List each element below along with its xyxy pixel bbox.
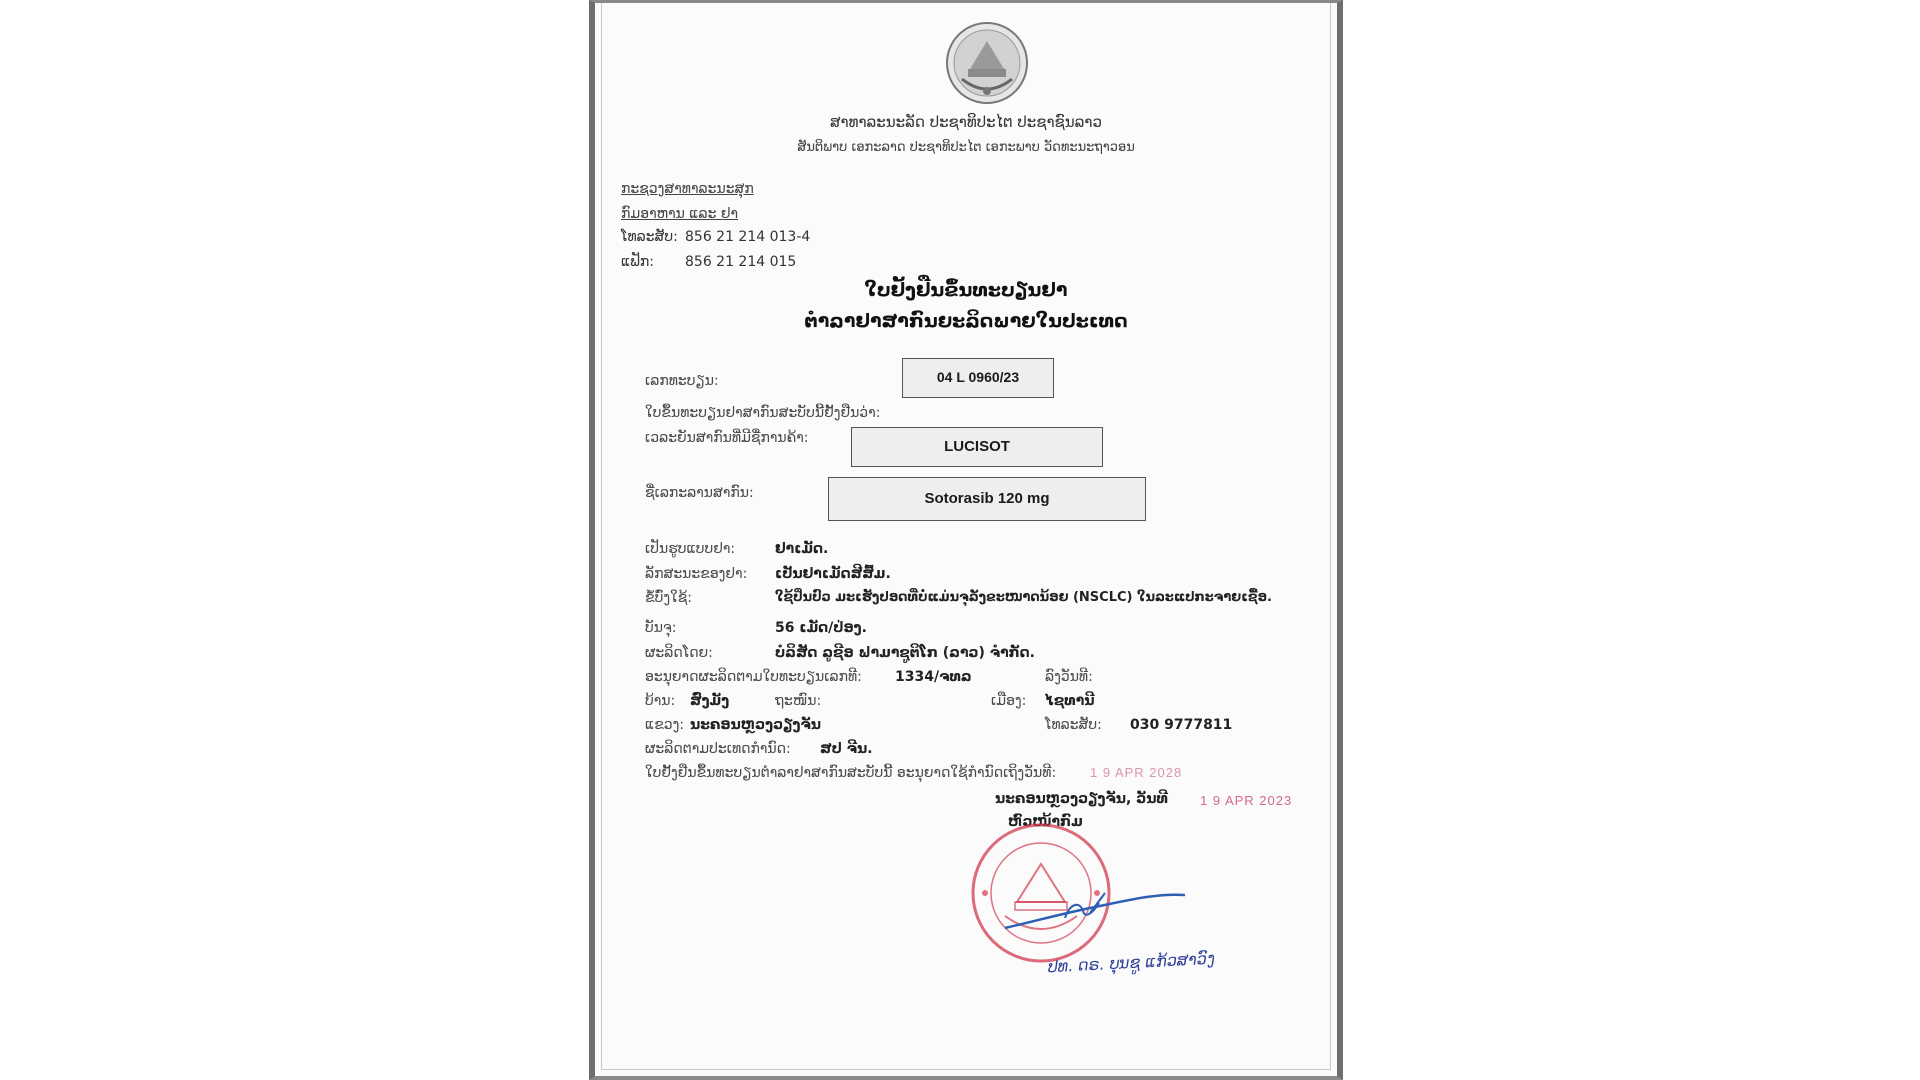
generic-name-label: ຊື່ເລກະລານສາກົນ: [645,485,754,501]
province-value: ນະຄອນຫຼວງວຽງຈັນ [690,717,822,733]
packaging-label: ບັນຈຸ: [645,620,677,636]
characteristics-label: ລັກສະນະຂອງຢາ: [645,566,748,582]
signature-icon [995,873,1195,943]
district-label: ເມືອງ: [991,693,1027,709]
validity-date-stamp: 1 9 APR 2028 [1090,765,1183,780]
license-date-label: ລົງວັນທີ: [1045,669,1093,685]
document-title: ໃບຢັ້ງຢືນຂຶ້ນທະບຽນຢາ [864,279,1068,301]
national-emblem-icon [942,19,1032,107]
made-in-value: ສປ ຈີນ. [820,741,873,757]
license-value: 1334/ຈທລ [895,669,972,685]
ministry-name: ກະຊວງສາທາລະນະສຸກ [621,181,754,197]
made-in-label: ຜະລິດຕາມປະເທດກຳນົດ: [645,741,791,757]
signer-name: ປທ. ດຣ. ບຸນຊູ ແກ້ວສາວົງ [1047,948,1216,977]
registration-number-label: ເລກທະບຽນ: [645,373,719,389]
trade-name-label: ເວລະຍັນສາກົນທີ່ມີຊື່ການຄ້າ: [645,430,809,446]
fax-label: ແຟັກ: [621,254,654,270]
header-motto: ສັນຕິພາບ ເອກະລາດ ປະຊາທິປະໄຕ ເອກະພາບ ວັດທະນະຖາວອນ [797,140,1135,155]
indication-label: ຂໍ້ບົ່ງໃຊ້: [645,590,693,606]
manufacturer-label: ຜະລິດໂດຍ: [645,645,713,661]
tel-label: ໂທລະສັບ: [1045,717,1102,733]
dosage-form-value: ຢາເມັດ. [775,541,829,557]
place-date-text: ນະຄອນຫຼວງວຽງຈັນ, ວັນທີ [995,791,1168,807]
certify-text: ໃບຂຶ້ນທະບຽນຢາສາກົນສະບັບນີ້ຢັ້ງຢືນວ່າ: [645,405,881,421]
fax-value: 856 21 214 015 [685,254,797,270]
document-subtitle: ຕຳລາຢາສາກົນຍະລິດພາຍໃນປະເທດ [804,310,1128,332]
phone-value: 856 21 214 013-4 [685,229,811,245]
village-value: ສົ່ງມັງ [690,693,730,709]
packaging-value: 56 ເມັດ/ປ່ອງ. [775,620,867,636]
manufacturer-value: ບໍລິສັດ ລູຊີອ ຟາມາຊູຕິໂກ (ລາວ) ຈຳກັດ. [775,645,1035,661]
generic-name-box: Sotorasib 120 mg [828,477,1146,521]
phone-label: ໂທລະສັບ: [621,229,678,245]
indication-value: ໃຊ້ປິ່ນປົວ ມະເຮັງປອດທີ່ບໍ່ແມ່ນຈຸລັງຂະໜາດນ້ອຍ (NSCLC) ໃນລະແປກະຈາຍເຊື້ອ. [775,590,1272,605]
dosage-form-label: ເປັນຮູບແບບຢາ: [645,541,736,557]
tel-value: 030 9777811 [1130,717,1233,733]
certificate-document [589,0,1343,1080]
street-label: ຖະໜົນ: [775,693,822,709]
characteristics-value: ເປັນຢາເມັດສີສົ້ມ. [775,566,891,582]
village-label: ບ້ານ: [645,693,676,709]
department-name: ກົມອາຫານ ແລະ ຢາ [621,206,739,222]
issue-date-stamp: 1 9 APR 2023 [1200,793,1293,808]
province-label: ແຂວງ: [645,717,685,733]
signer-role: ຫົວໜ້າກົມ [1008,814,1083,830]
license-label: ອະນຸຍາດຜະລິດຕາມໃບທະບຽນເລກທີ: [645,669,862,685]
district-value: ໄຊທານີ [1045,693,1095,709]
trade-name-box: LUCISOT [851,427,1103,467]
registration-number-box: 04 L 0960/23 [902,358,1054,398]
validity-text: ໃບຢັ້ງຢືນຂຶ້ນທະບຽນຕຳລາຢາສາກົນສະບັບນີ້ ອະນຸຍາດໃຊ້ກຳນົດເຖິງວັນທີ: [645,765,1057,781]
header-country-name: ສາທາລະນະລັດ ປະຊາທິປະໄຕ ປະຊາຊົນລາວ [830,113,1102,131]
